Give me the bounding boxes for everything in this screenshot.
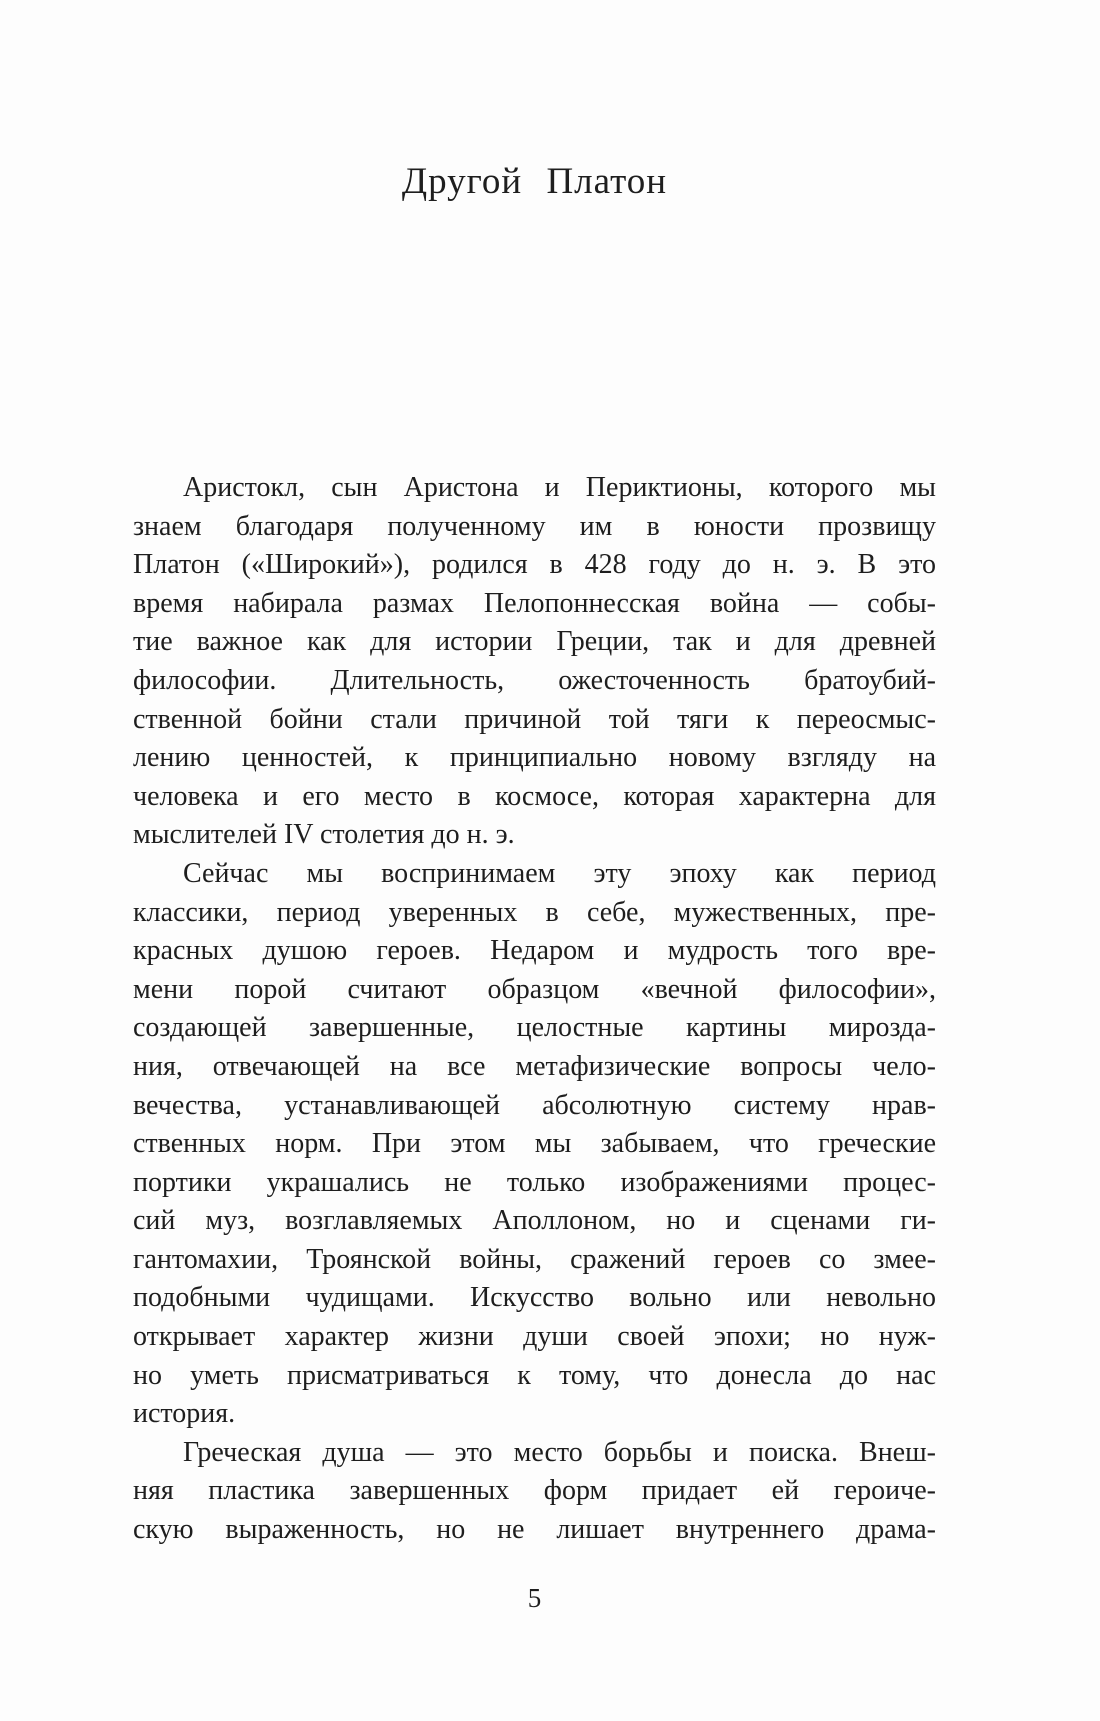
text-line: классики, период уверенных в себе, мужественных, пре-	[133, 896, 936, 928]
body-text-block	[133, 469, 936, 1550]
text-line: Греческая душа — это место борьбы и поиска. Внеш-	[183, 1436, 936, 1468]
text-line: создающей завершенные, целостные картины мирозда-	[133, 1012, 936, 1044]
text-line: вечества, устанавливающей абсолютную систему нрав-	[133, 1089, 936, 1121]
text-line: открывает характер жизни души своей эпохи; но нуж-	[133, 1321, 936, 1353]
text-line: человека и его место в космосе, которая характерна для	[133, 780, 936, 812]
chapter-title: Другой Платон	[401, 161, 668, 202]
text-line: красных душою героев. Недаром и мудрость того вре-	[133, 935, 936, 967]
text-line: время набирала размах Пелопоннесская война — собы-	[133, 587, 936, 619]
paragraph	[133, 855, 936, 1434]
text-line: няя пластика завершенных форм придает ей героиче-	[133, 1475, 936, 1507]
text-line: Аристокл, сын Аристона и Периктионы, которого мы	[183, 472, 936, 503]
text-line: сий муз, возглавляемых Аполлоном, но и сценами ги-	[133, 1205, 936, 1237]
text-line: но уметь присматриваться к тому, что донесла до нас	[133, 1359, 936, 1391]
text-line: мыслителей IV столетия до н. э.	[133, 819, 515, 851]
text-line: лению ценностей, к принципиально новому взгляду на	[133, 742, 936, 774]
text-line: подобными чудищами. Искусство вольно или невольно	[133, 1282, 936, 1314]
text-line: Платон («Широкий»), родился в 428 году до н. э. В это	[133, 549, 936, 581]
paragraph	[133, 1434, 936, 1550]
text-line: история.	[133, 1398, 236, 1430]
text-line: Сейчас мы воспринимаем эту эпоху как период	[183, 857, 936, 889]
text-line: тие важное как для истории Греции, так и для древней	[133, 626, 936, 658]
text-line: знаем благодаря полученному им в юности прозвищу	[133, 510, 936, 542]
text-line: мени порой считают образцом «вечной философии»,	[133, 973, 936, 1005]
text-line: скую выраженность, но не лишает внутреннего драма-	[133, 1514, 936, 1546]
text-line: гантомахии, Троянской войны, сражений героев со змее-	[133, 1243, 936, 1275]
text-line: ния, отвечающей на все метафизические вопросы чело-	[133, 1050, 936, 1082]
text-line: ственной бойни стали причиной той тяги к переосмыс-	[133, 703, 936, 735]
text-line: портики украшались не только изображениями процес-	[133, 1166, 936, 1198]
text-line: ственных норм. При этом мы забываем, что греческие	[133, 1128, 936, 1160]
paragraph	[133, 469, 936, 855]
page-number: 5	[527, 1583, 542, 1613]
text-line: философии. Длительность, ожесточенность братоубий-	[133, 664, 936, 696]
